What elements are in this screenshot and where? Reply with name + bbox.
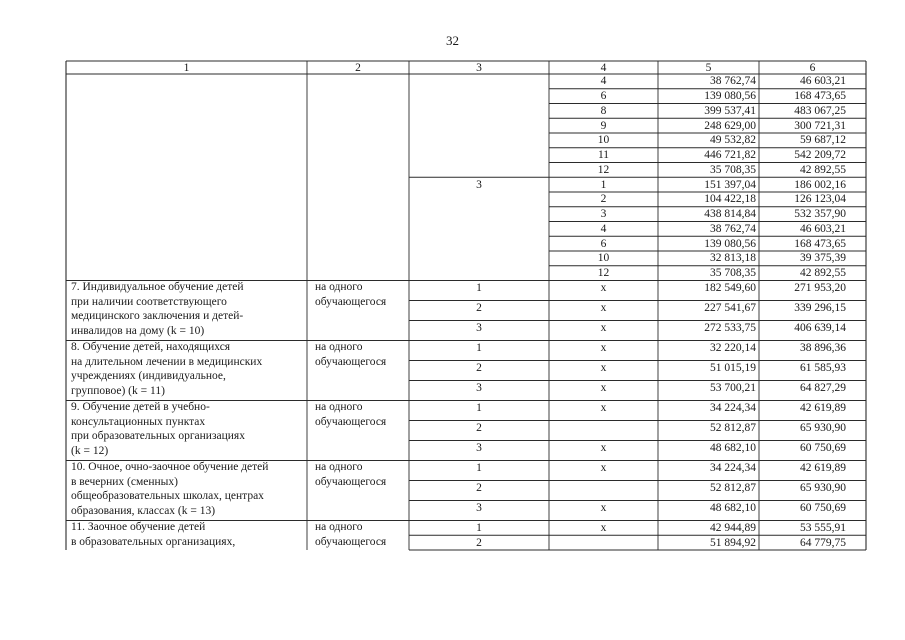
code-cell: 2 — [476, 536, 482, 549]
mark-cell: x — [600, 401, 607, 414]
value-cell: 59 687,12 — [800, 134, 846, 147]
value-cell: 61 585,93 — [800, 361, 846, 374]
value-cell: 438 814,84 — [704, 208, 756, 221]
value-cell: 38 762,74 — [710, 75, 756, 88]
value-cell: 48 682,10 — [710, 501, 756, 514]
section-name-line: в образовательных организациях, — [71, 535, 236, 548]
mark-cell: x — [600, 441, 607, 454]
section-name-line: при наличии соответствующего — [71, 295, 227, 308]
value-cell: 51 894,92 — [710, 536, 756, 549]
group-code-cell: 3 — [476, 178, 482, 191]
value-cell: 532 357,90 — [794, 208, 846, 221]
section-unit-line: на одного — [315, 461, 363, 473]
code-cell: 2 — [476, 421, 482, 434]
value-cell: 339 296,15 — [794, 301, 846, 314]
section-name-line: 11. Заочное обучение детей — [71, 521, 206, 533]
code-cell: 12 — [597, 163, 610, 176]
section-name-line: (k = 12) — [71, 444, 109, 457]
value-cell: 32 220,14 — [710, 341, 756, 354]
value-cell: 39 375,39 — [800, 252, 846, 265]
value-cell: 227 541,67 — [704, 301, 756, 314]
value-cell: 48 682,10 — [710, 441, 756, 454]
mark-cell: x — [600, 281, 607, 294]
section-name-line: учреждениях (индивидуальное, — [71, 370, 226, 383]
section-name-line: 10. Очное, очно-заочное обучение детей — [71, 461, 269, 473]
value-cell: 139 080,56 — [704, 237, 756, 250]
value-cell: 104 422,18 — [704, 193, 756, 206]
section-name-line: инвалидов на дому (k = 10) — [71, 324, 205, 337]
value-cell: 42 892,55 — [800, 163, 846, 176]
value-cell: 38 896,36 — [800, 341, 846, 354]
value-cell: 139 080,56 — [704, 90, 756, 103]
value-cell: 399 537,41 — [704, 104, 756, 117]
value-cell: 34 224,34 — [710, 401, 756, 414]
code-cell: 2 — [600, 193, 607, 206]
section-name-line: на длительном лечении в медицинских — [71, 355, 263, 368]
code-cell: 3 — [600, 208, 607, 221]
header-cell-4: 4 — [600, 61, 607, 74]
section-unit-line: обучающегося — [315, 475, 387, 488]
value-cell: 406 639,14 — [794, 321, 846, 334]
mark-cell: x — [600, 381, 607, 394]
value-cell: 248 629,00 — [704, 119, 756, 132]
mark-cell: x — [600, 501, 607, 514]
code-cell: 3 — [476, 441, 482, 454]
code-cell: 1 — [476, 281, 482, 294]
header-cell-5: 5 — [705, 61, 712, 74]
code-cell: 8 — [600, 104, 607, 117]
code-cell: 10 — [597, 252, 610, 265]
value-cell: 52 812,87 — [710, 481, 756, 494]
value-cell: 300 721,31 — [794, 119, 846, 132]
section-name-line: 9. Обучение детей в учебно- — [71, 401, 210, 413]
value-cell: 51 015,19 — [710, 361, 756, 374]
section-unit-line: обучающегося — [315, 415, 387, 428]
value-cell: 182 549,60 — [704, 281, 756, 294]
value-cell: 168 473,65 — [794, 237, 846, 250]
value-cell: 42 944,89 — [710, 521, 756, 534]
value-cell: 168 473,65 — [794, 90, 846, 103]
value-cell: 60 750,69 — [800, 501, 846, 514]
code-cell: 1 — [476, 521, 482, 534]
section-name-line: групповое) (k = 11) — [71, 384, 165, 397]
code-cell: 6 — [600, 90, 607, 103]
mark-cell: x — [600, 361, 607, 374]
value-cell: 65 930,90 — [800, 481, 846, 494]
section-unit-line: на одного — [315, 401, 363, 413]
value-cell: 46 603,21 — [800, 222, 846, 235]
header-cell-3: 3 — [476, 61, 482, 74]
section-unit-line: обучающегося — [315, 355, 387, 368]
value-cell: 32 813,18 — [710, 252, 756, 265]
header-cell-6: 6 — [809, 61, 816, 74]
code-cell: 2 — [476, 301, 482, 314]
value-cell: 35 708,35 — [710, 267, 756, 280]
code-cell: 1 — [476, 401, 482, 414]
mark-cell: x — [600, 341, 607, 354]
value-cell: 64 827,29 — [800, 381, 846, 394]
value-cell: 60 750,69 — [800, 441, 846, 454]
section-unit-line: на одного — [315, 341, 363, 353]
mark-cell: x — [600, 301, 607, 314]
value-cell: 186 002,16 — [794, 178, 846, 191]
value-cell: 52 812,87 — [710, 421, 756, 434]
code-cell: 3 — [476, 501, 482, 514]
code-cell: 4 — [600, 222, 607, 235]
mark-cell: x — [600, 461, 607, 474]
section-unit-line: на одного — [315, 281, 363, 293]
page-number: 32 — [446, 33, 459, 48]
header-cell-1: 1 — [183, 61, 190, 74]
code-cell: 12 — [597, 267, 610, 280]
value-cell: 53 555,91 — [800, 521, 846, 534]
section-unit-line: обучающегося — [315, 535, 387, 548]
value-cell: 38 762,74 — [710, 222, 756, 235]
value-cell: 42 619,89 — [800, 461, 846, 474]
section-name-line: медицинского заключения и детей- — [71, 310, 244, 323]
value-cell: 272 533,75 — [704, 321, 756, 334]
code-cell: 1 — [476, 461, 482, 474]
code-cell: 3 — [476, 381, 482, 394]
section-name-line: в вечерних (сменных) — [71, 475, 178, 488]
code-cell: 2 — [476, 361, 482, 374]
section-name-line: при образовательных организациях — [71, 430, 245, 443]
section-name-line: 8. Обучение детей, находящихся — [71, 341, 231, 353]
value-cell: 271 953,20 — [794, 281, 846, 294]
section-unit-line: на одного — [315, 521, 363, 533]
code-cell: 10 — [597, 134, 610, 147]
code-cell: 9 — [600, 119, 607, 132]
code-cell: 1 — [600, 178, 607, 191]
mark-cell: x — [600, 521, 607, 534]
value-cell: 34 224,34 — [710, 461, 756, 474]
code-cell: 6 — [600, 237, 607, 250]
value-cell: 53 700,21 — [710, 381, 756, 394]
section-name-line: 7. Индивидуальное обучение детей — [71, 281, 244, 293]
value-cell: 126 123,04 — [794, 193, 846, 206]
section-name-line: образования, классах (k = 13) — [71, 504, 216, 517]
value-cell: 542 209,72 — [794, 149, 846, 162]
value-cell: 65 930,90 — [800, 421, 846, 434]
value-cell: 46 603,21 — [800, 75, 846, 88]
value-cell: 64 779,75 — [800, 536, 846, 549]
code-cell: 11 — [597, 149, 610, 162]
section-name-line: общеобразовательных школах, центрах — [71, 490, 264, 503]
value-cell: 42 619,89 — [800, 401, 846, 414]
value-cell: 35 708,35 — [710, 163, 756, 176]
section-name-line: консультационных пунктах — [71, 415, 206, 428]
value-cell: 151 397,04 — [704, 178, 756, 191]
code-cell: 4 — [600, 75, 607, 88]
value-cell: 446 721,82 — [704, 149, 756, 162]
value-cell: 42 892,55 — [800, 267, 846, 280]
section-unit-line: обучающегося — [315, 295, 387, 308]
code-cell: 3 — [476, 321, 482, 334]
code-cell: 1 — [476, 341, 482, 354]
header-cell-2: 2 — [355, 61, 361, 74]
value-cell: 483 067,25 — [794, 104, 846, 117]
mark-cell: x — [600, 321, 607, 334]
value-cell: 49 532,82 — [710, 134, 756, 147]
code-cell: 2 — [476, 481, 482, 494]
